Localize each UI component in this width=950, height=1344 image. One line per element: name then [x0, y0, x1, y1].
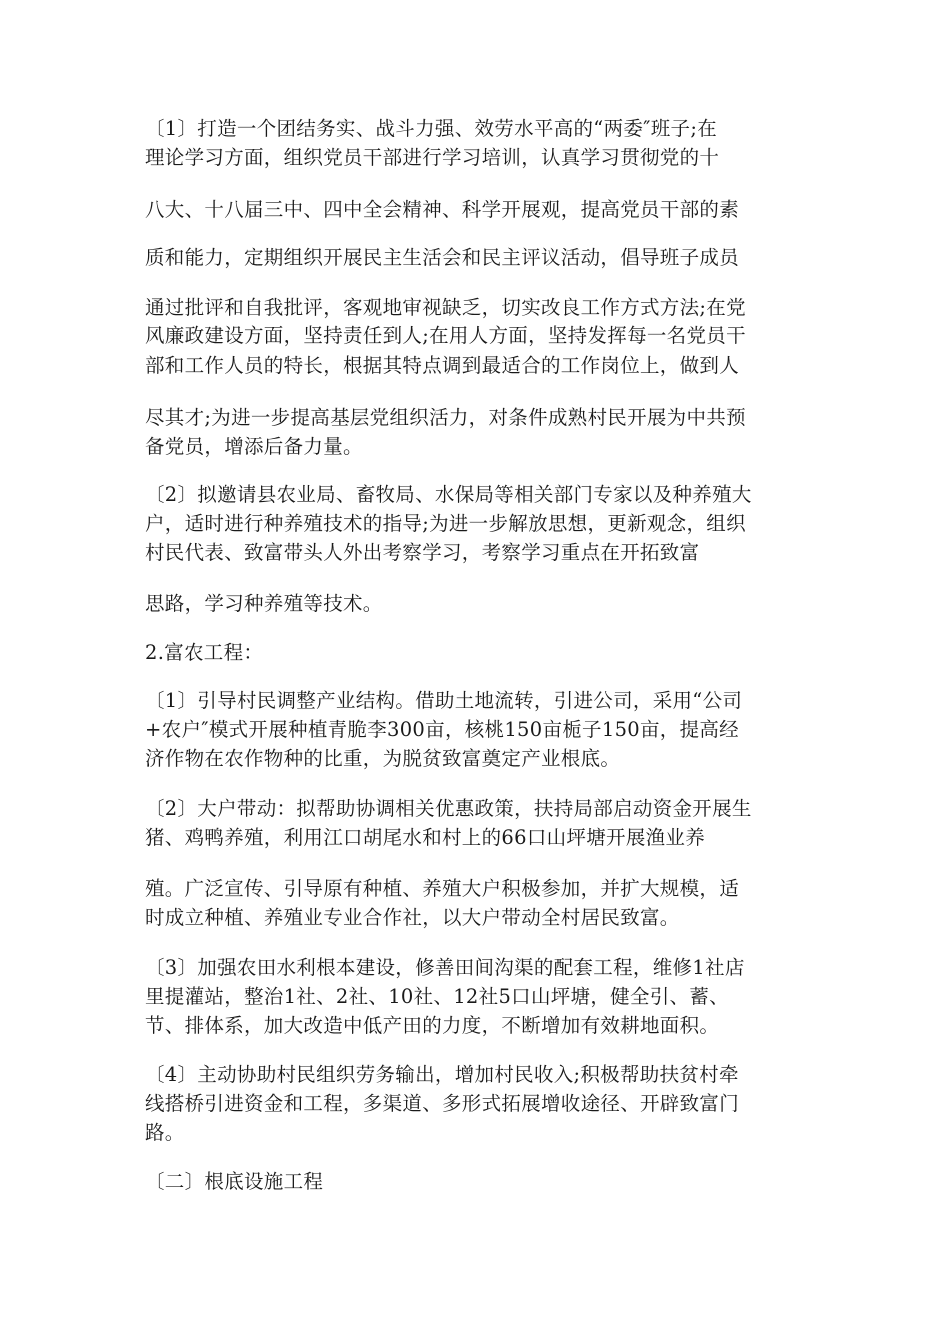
text-line: 〔2〕大户带动：拟帮助协调相关优惠政策，扶持局部启动资金开展生: [145, 797, 752, 820]
text-line: 〔2〕拟邀请县农业局、畜牧局、水保局等相关部门专家以及种养殖大: [145, 483, 752, 506]
text-line: 风廉政建设方面，坚持责任到人;在用人方面，坚持发挥每一名党员干: [145, 324, 746, 347]
text-line: 里提灌站，整治1社、2社、10社、12社5口山坪塘，健全引、蓄、: [145, 985, 729, 1008]
text-line: 理论学习方面，组织党员干部进行学习培训，认真学习贯彻党的十: [145, 146, 720, 169]
text-line: 村民代表、致富带头人外出考察学习，考察学习重点在开拓致富: [145, 541, 700, 564]
text-line: 济作物在农作物种的比重，为脱贫致富奠定产业根底。: [145, 747, 621, 770]
text-line: +农户″模式开展种植青脆李300亩，核桃150亩栀子150亩，提高经: [145, 718, 739, 741]
text-line: 〔1〕打造一个团结务实、战斗力强、效劳水平高的“两委″班子;在: [145, 117, 718, 140]
text-line: 尽其才;为进一步提高基层党组织活力，对条件成熟村民开展为中共预: [145, 406, 746, 429]
text-line: 猪、鸡鸭养殖，利用江口胡尾水和村上的66口山坪塘开展渔业养: [145, 826, 706, 849]
text-line: 通过批评和自我批评，客观地审视缺乏，切实改良工作方式方法;在党: [145, 296, 746, 319]
text-line: 时成立种植、养殖业专业合作社，以大户带动全村居民致富。: [145, 906, 680, 929]
text-line: 思路，学习种养殖等技术。: [145, 592, 383, 615]
text-line: 〔1〕引导村民调整产业结构。借助土地流转，引进公司，采用“公司: [145, 689, 743, 712]
text-line: 质和能力，定期组织开展民主生活会和民主评议活动，倡导班子成员: [145, 246, 740, 269]
text-line: 部和工作人员的特长，根据其特点调到最适合的工作岗位上，做到人: [145, 354, 740, 377]
text-line: 〔4〕主动协助村民组织劳务输出，增加村民收入;积极帮助扶贫村牵: [145, 1063, 739, 1086]
text-line: 殖。广泛宣传、引导原有种植、养殖大户积极参加，并扩大规模，适: [145, 877, 740, 900]
section-heading: 〔二〕根底设施工程: [145, 1170, 324, 1193]
text-line: 节、排体系，加大改造中低产田的力度，不断增加有效耕地面积。: [145, 1014, 720, 1037]
text-line: 备党员，增添后备力量。: [145, 435, 363, 458]
text-line: 户，适时进行种养殖技术的指导;为进一步解放思想，更新观念，组织: [145, 512, 746, 535]
text-line: 八大、十八届三中、四中全会精神、科学开展观，提高党员干部的素: [145, 198, 740, 221]
text-line: 路。: [145, 1121, 185, 1144]
section-heading: 2.富农工程：: [145, 641, 264, 664]
text-line: 线搭桥引进资金和工程，多渠道、多形式拓展增收途径、开辟致富门: [145, 1092, 740, 1115]
text-line: 〔3〕加强农田水利根本建设，修善田间沟渠的配套工程，维修1社店: [145, 956, 745, 979]
